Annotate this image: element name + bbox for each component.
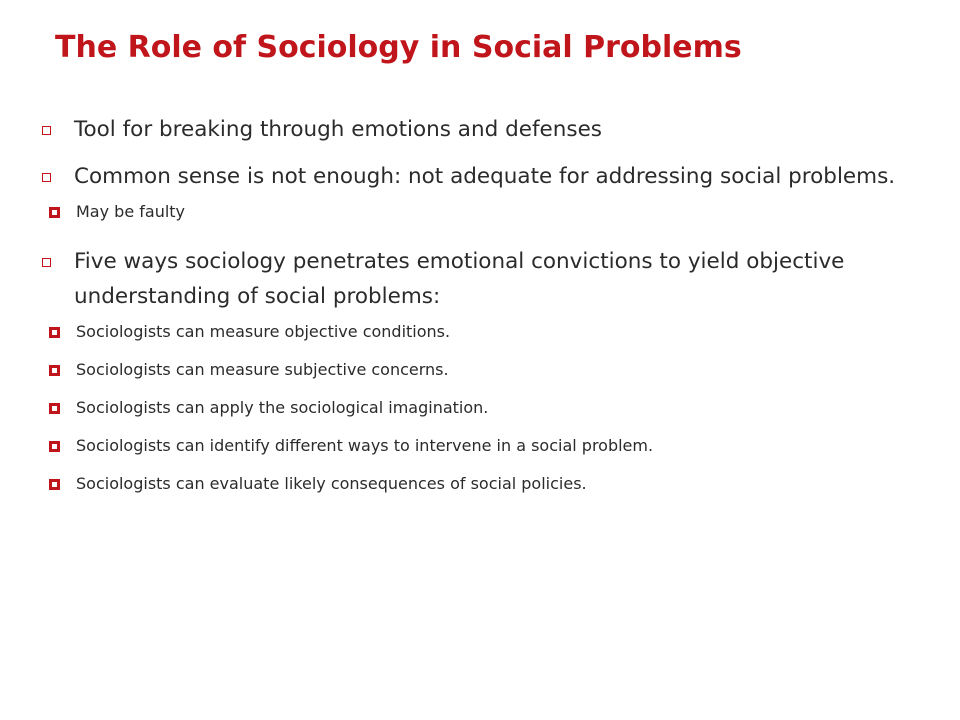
sub-bullet-item	[42, 200, 922, 224]
sub-bullet-text: May be faulty	[76, 202, 186, 221]
slide-title: The Role of Sociology in Social Problems	[55, 30, 742, 65]
hollow-square-bullet-icon	[42, 173, 51, 182]
sub-bullet-item	[42, 320, 922, 344]
sub-bullet-text: Sociologists can apply the sociological imagination.	[76, 398, 489, 417]
bullet-item	[42, 159, 922, 194]
sub-bullet-item	[42, 472, 922, 496]
sub-bullet-text: Sociologists can measure objective conditions.	[76, 322, 451, 341]
framed-square-bullet-icon	[49, 479, 60, 490]
bullet-text: Common sense is not enough: not adequate for addressing social problems.	[74, 164, 896, 189]
framed-square-bullet-icon	[49, 207, 60, 218]
bullet-text: Tool for breaking through emotions and defenses	[74, 117, 603, 142]
sub-bullet-text: Sociologists can measure subjective concerns.	[76, 360, 449, 379]
sub-bullet-text: Sociologists can evaluate likely consequences of social policies.	[76, 474, 587, 493]
framed-square-bullet-icon	[49, 327, 60, 338]
hollow-square-bullet-icon	[42, 258, 51, 267]
sub-bullet-item	[42, 358, 922, 382]
hollow-square-bullet-icon	[42, 126, 51, 135]
sub-bullet-item	[42, 434, 922, 458]
sub-bullet-text: Sociologists can identify different ways to intervene in a social problem.	[76, 436, 654, 455]
bullet-text: Five ways sociology penetrates emotional convictions to yield objective understanding of social problems:	[74, 249, 845, 309]
framed-square-bullet-icon	[49, 403, 60, 414]
sub-bullet-item	[42, 396, 922, 420]
bullet-list	[42, 112, 922, 510]
bullet-item	[42, 244, 922, 314]
framed-square-bullet-icon	[49, 441, 60, 452]
framed-square-bullet-icon	[49, 365, 60, 376]
bullet-item	[42, 112, 922, 147]
